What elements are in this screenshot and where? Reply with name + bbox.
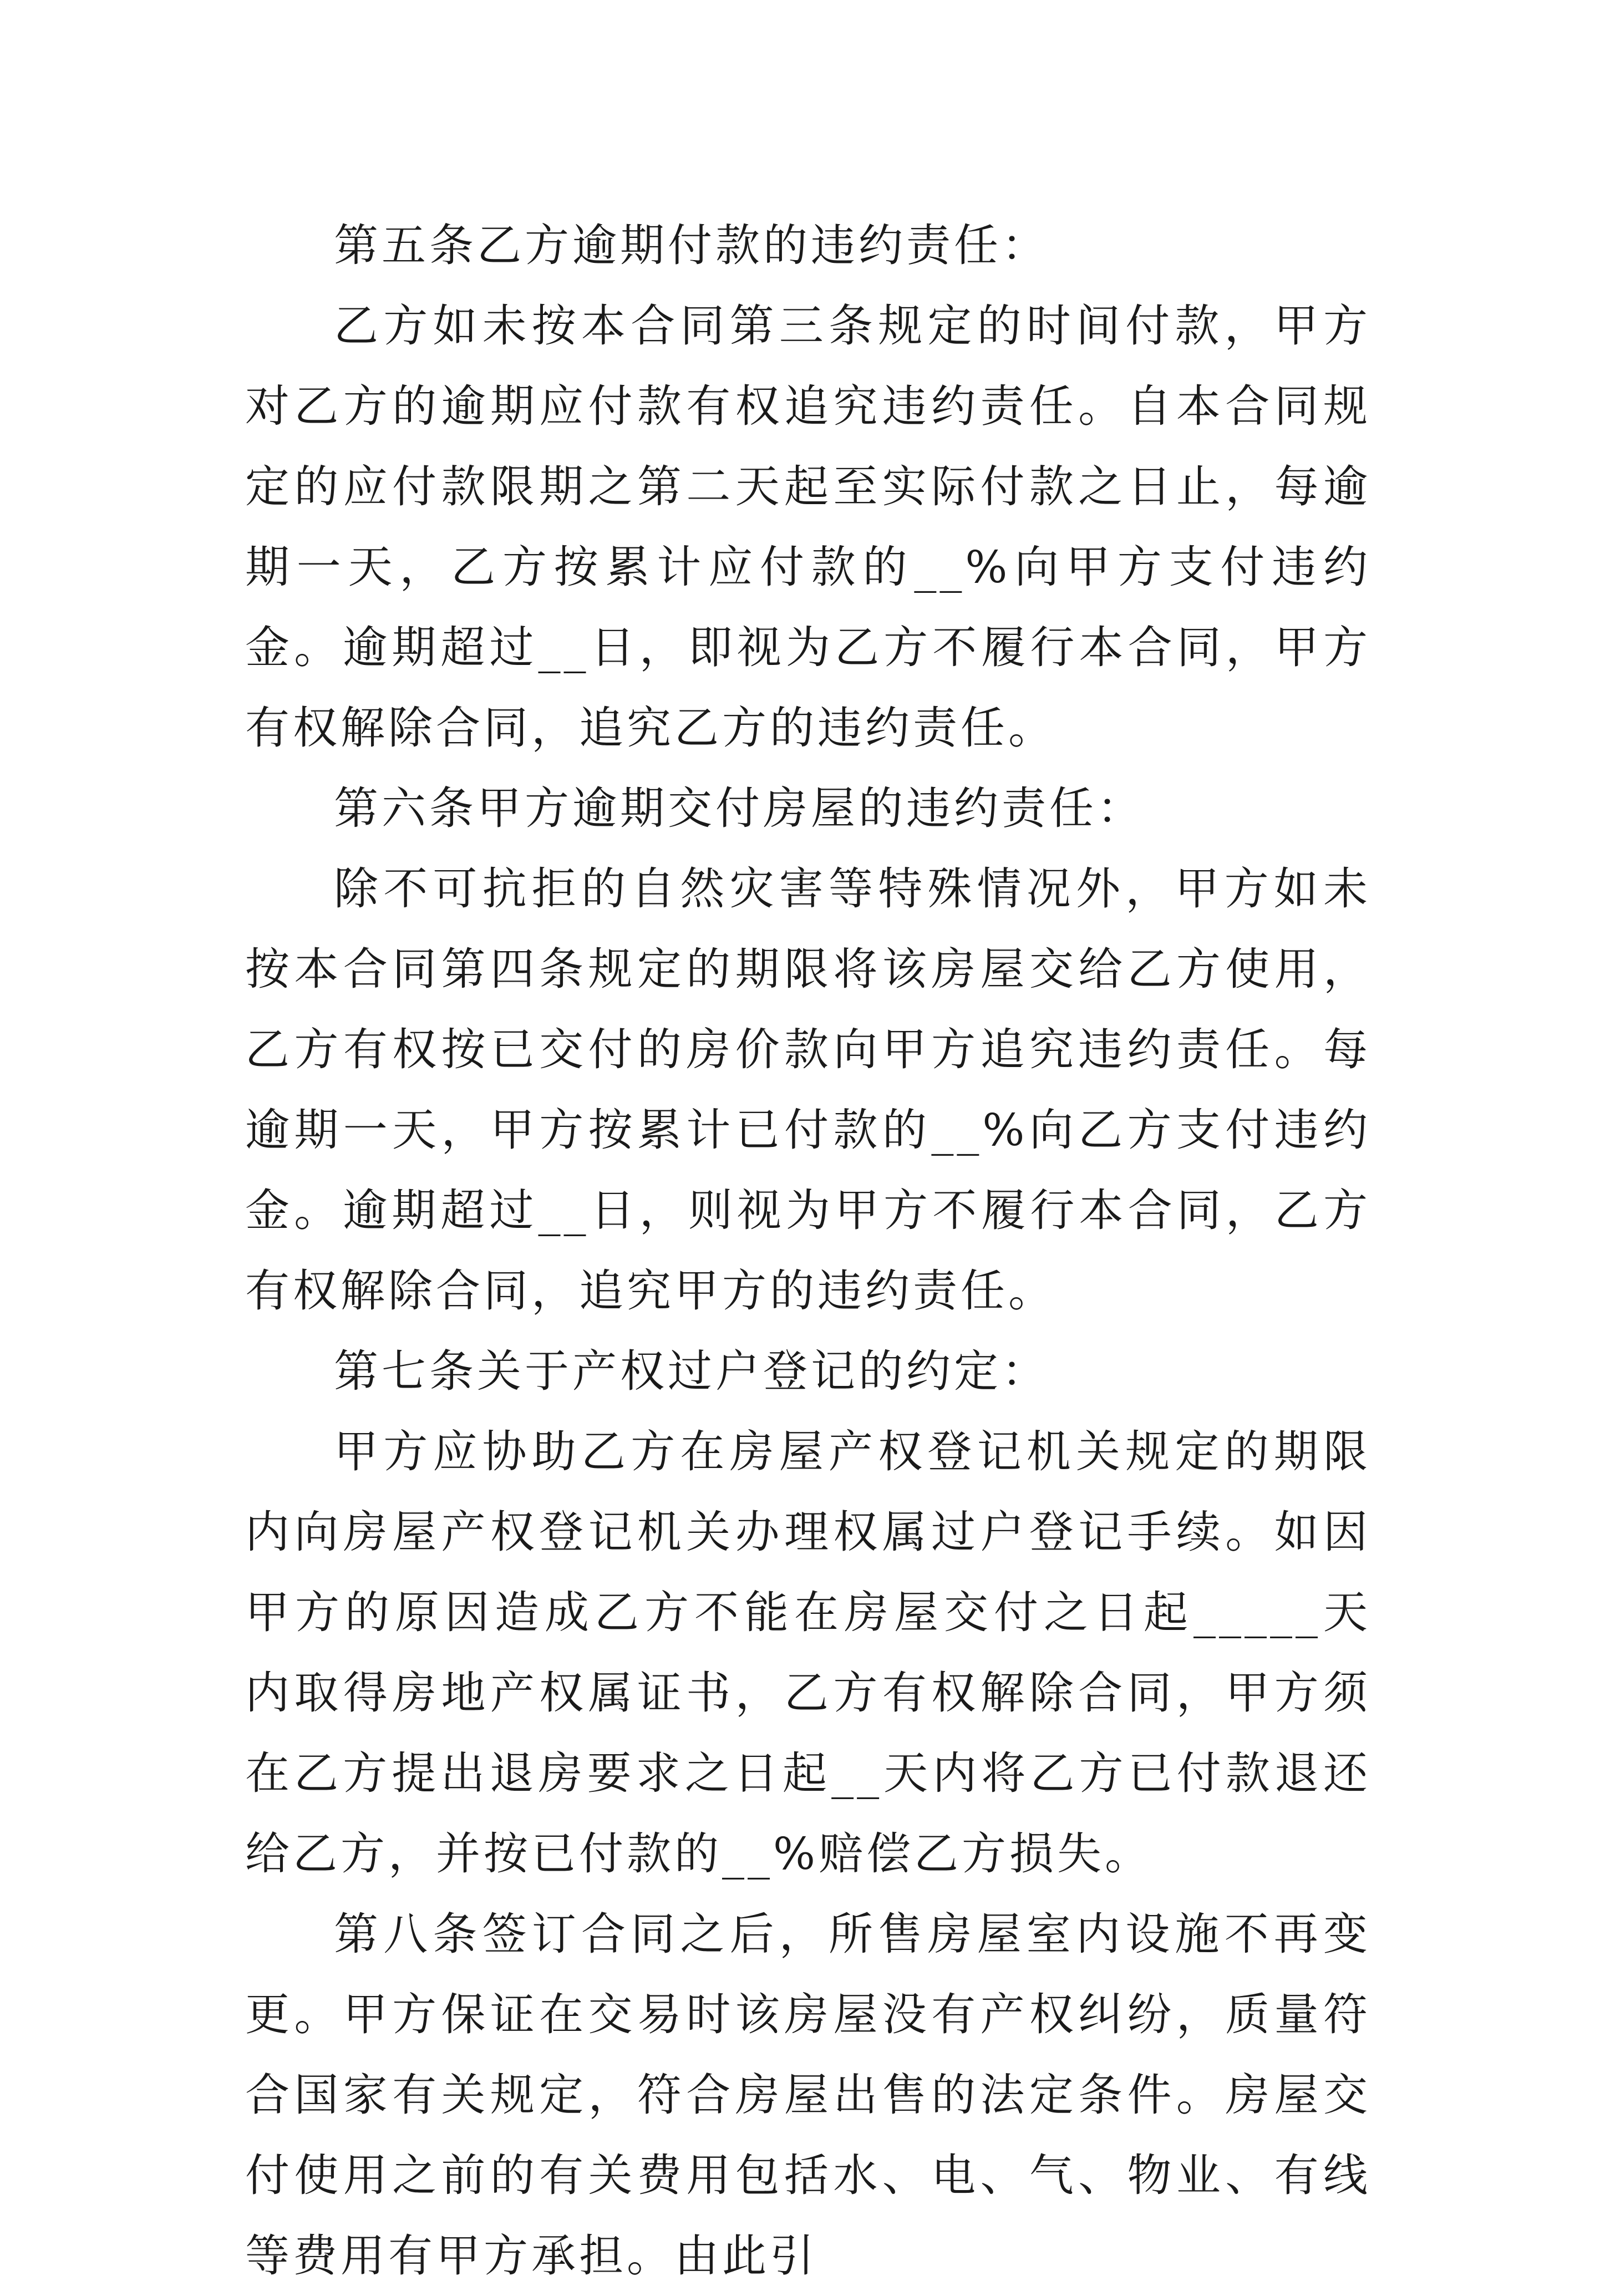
article-6-body: 除不可抗拒的自然灾害等特殊情况外，甲方如未按本合同第四条规定的期限将该房屋交给乙方使用，乙方有权按已交付的房价款向甲方追究违约责任。每逾期一天，甲方按累计已付款的__%向乙方支付违约金。逾期超过__日，则视为甲方不履行本合同，乙方有权解除合同，追究甲方的违约责任。 [245,863,1371,1317]
article-6-heading: 第六条甲方逾期交付房屋的违约责任： [334,783,1145,834]
document-body [245,205,1371,2296]
article-7-body: 甲方应协助乙方在房屋产权登记机关规定的期限内向房屋产权登记机关办理权属过户登记手续。如因甲方的原因造成乙方不能在房屋交付之日起_____天内取得房地产权属证书，乙方有权解除合同，甲方须在乙方提出退房要求之日起__天内将乙方已付款退还给乙方，并按已付款的__%赔偿乙方损失。 [245,1426,1371,1880]
article-8-body: 第八条签订合同之后，所售房屋室内设施不再变更。甲方保证在交易时该房屋没有产权纠纷，质量符合国家有关规定，符合房屋出售的法定条件。房屋交付使用之前的有关费用包括水、电、气、物业、有线等费用有甲方承担。由此引 [245,1908,1371,2282]
article-5-body: 乙方如未按本合同第三条规定的时间付款，甲方对乙方的逾期应付款有权追究违约责任。自本合同规定的应付款限期之第二天起至实际付款之日止，每逾期一天，乙方按累计应付款的__%向甲方支付违约金。逾期超过__日，即视为乙方不履行本合同，甲方有权解除合同，追究乙方的违约责任。 [245,300,1371,754]
article-7-heading: 第七条关于产权过户登记的约定： [334,1345,1049,1397]
article-5-heading: 第五条乙方逾期付款的违约责任： [334,220,1049,271]
